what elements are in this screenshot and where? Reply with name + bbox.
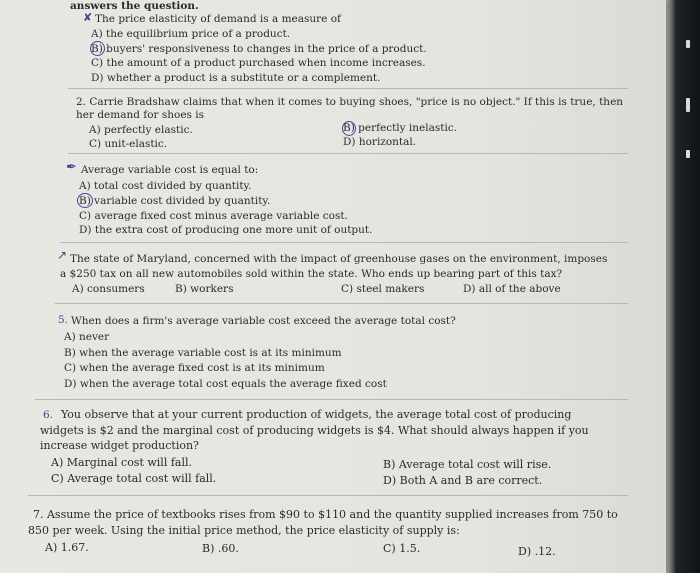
q6-number: 6. bbox=[43, 409, 54, 421]
handwritten-mark: ✒ bbox=[66, 160, 77, 175]
q3-option-b: B) variable cost divided by quantity. bbox=[79, 195, 271, 207]
divider bbox=[60, 242, 628, 243]
q3-option-d: D) the extra cost of producing one more unit of output. bbox=[79, 224, 373, 236]
q1-option-d: D) whether a product is a substitute or a complement. bbox=[91, 72, 381, 84]
q2-stem-line2: her demand for shoes is bbox=[76, 109, 205, 121]
edge-marker bbox=[686, 40, 690, 48]
q4-option-b: B) workers bbox=[175, 283, 234, 295]
divider bbox=[68, 153, 628, 154]
edge-marker bbox=[686, 150, 690, 158]
device-edge bbox=[666, 0, 700, 573]
q4-option-d: D) all of the above bbox=[463, 283, 561, 295]
q7-option-c: C) 1.5. bbox=[383, 542, 421, 555]
q6-option-a: A) Marginal cost will fall. bbox=[51, 456, 193, 469]
q4-option-c: C) steel makers bbox=[341, 283, 425, 295]
q5-number: 5. bbox=[58, 314, 69, 326]
q5-option-d: D) when the average total cost equals the average fixed cost bbox=[64, 378, 387, 390]
handwritten-mark: ↗ bbox=[57, 248, 68, 262]
divider bbox=[68, 88, 628, 89]
q7-stem-line1: 7. Assume the price of textbooks rises from $90 to $110 and the quantity supplied increases from 750 to bbox=[33, 508, 618, 521]
q7-option-b: B) .60. bbox=[202, 542, 239, 555]
q7-option-a: A) 1.67. bbox=[45, 541, 89, 554]
divider bbox=[35, 399, 628, 400]
q1-stem: The price elasticity of demand is a measure of bbox=[95, 13, 341, 25]
q2-stem-line1: 2. Carrie Bradshaw claims that when it comes to buying shoes, "price is no object." If this is true, then bbox=[76, 96, 624, 108]
edge-marker bbox=[686, 98, 690, 112]
q6-stem-line1: You observe that at your current production of widgets, the average total cost of producing bbox=[61, 408, 572, 421]
q5-stem: When does a firm's average variable cost exceed the average total cost? bbox=[71, 315, 456, 327]
q2-option-b: B) perfectly inelastic. bbox=[343, 122, 458, 134]
handwritten-mark: ✘ bbox=[83, 11, 93, 24]
q1-option-b: B) buyers' responsiveness to changes in the price of a product. bbox=[91, 43, 427, 55]
q7-stem-line2: 850 per week. Using the initial price method, the price elasticity of supply is: bbox=[28, 524, 460, 537]
q1-option-a: A) the equilibrium price of a product. bbox=[91, 28, 291, 40]
q4-option-a: A) consumers bbox=[72, 283, 145, 295]
q6-stem-line2: widgets is $2 and the marginal cost of producing widgets is $4. What should always happen if you bbox=[40, 424, 589, 437]
divider bbox=[28, 495, 628, 496]
q3-stem: Average variable cost is equal to: bbox=[81, 164, 259, 176]
q3-option-c: C) average fixed cost minus average variable cost. bbox=[79, 210, 348, 222]
q6-stem-line3: increase widget production? bbox=[40, 439, 199, 452]
q2-option-c: C) unit-elastic. bbox=[89, 138, 168, 150]
q5-option-b: B) when the average variable cost is at its minimum bbox=[64, 347, 342, 359]
q4-stem-line2: a $250 tax on all new automobiles sold within the state. Who ends up bearing part of this tax? bbox=[60, 268, 563, 280]
q2-option-a: A) perfectly elastic. bbox=[89, 124, 193, 136]
q6-option-b: B) Average total cost will rise. bbox=[383, 458, 552, 471]
q5-option-a: A) never bbox=[64, 331, 110, 343]
q3-option-a: A) total cost divided by quantity. bbox=[79, 180, 252, 192]
header-text: answers the question. bbox=[70, 0, 199, 12]
q5-option-c: C) when the average fixed cost is at its minimum bbox=[64, 362, 325, 374]
q2-option-d: D) horizontal. bbox=[343, 136, 417, 148]
q7-option-d: D) .12. bbox=[518, 545, 556, 558]
q1-option-c: C) the amount of a product purchased when income increases. bbox=[91, 57, 426, 69]
q4-stem-line1: The state of Maryland, concerned with the impact of greenhouse gases on the environment, imposes bbox=[70, 253, 608, 265]
q6-option-d: D) Both A and B are correct. bbox=[383, 474, 543, 487]
divider bbox=[55, 303, 628, 304]
q6-option-c: C) Average total cost will fall. bbox=[51, 472, 217, 485]
